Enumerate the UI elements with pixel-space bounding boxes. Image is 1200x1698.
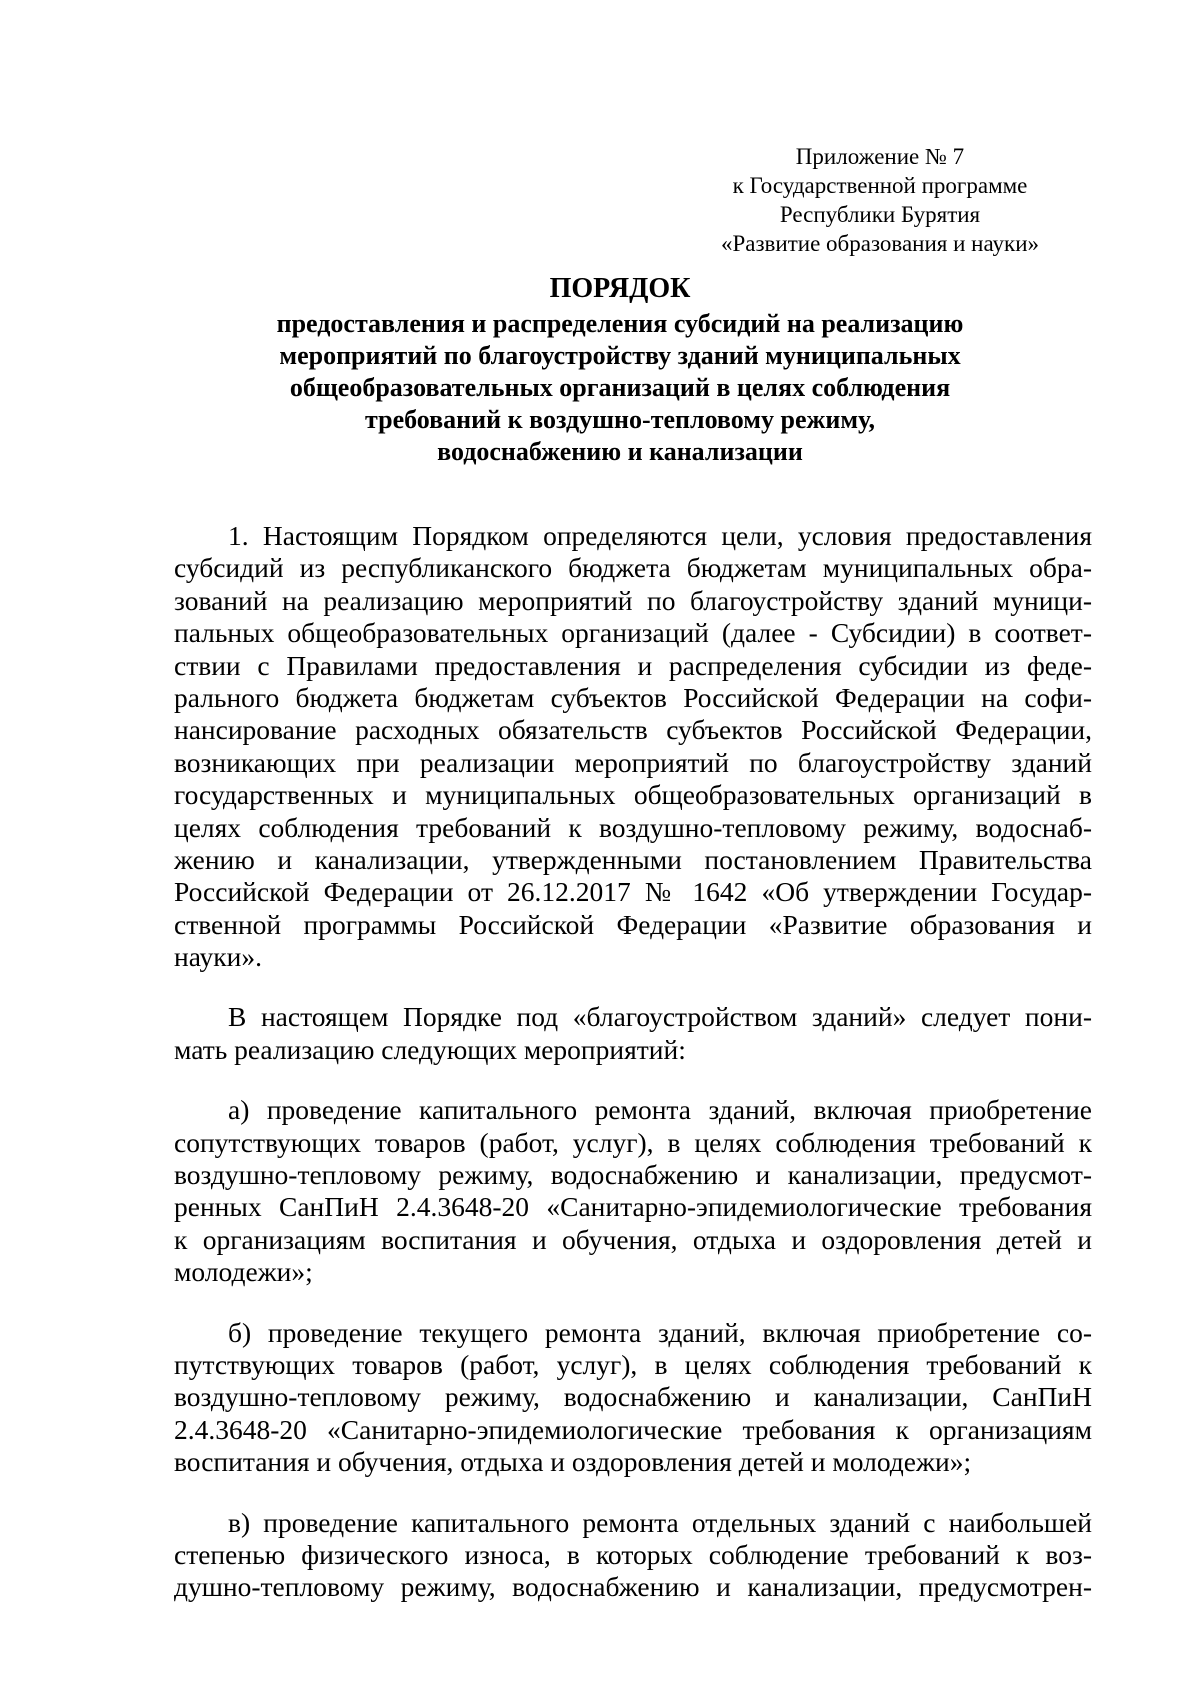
paragraph — [174, 1507, 1092, 1604]
paragraph-line: в) проведение капитального ремонта отдельных зданий с наибольшей — [228, 1506, 1092, 1538]
appendix-line: Приложение № 7 — [795, 144, 965, 169]
paragraph-line: 2.4.3648-20 «Санитарно-эпидемиологические требования к организациям — [174, 1413, 1092, 1445]
paragraph-line: к организациям воспитания и обучения, отдыха и оздоровления детей и — [174, 1223, 1092, 1255]
paragraph-line: Российской Федерации от 26.12.2017 № 1642 «Об утверждении Государ- — [174, 876, 1092, 908]
appendix-line: Республики Бурятия — [779, 202, 981, 227]
paragraph — [174, 1317, 1092, 1479]
paragraph-line: 1. Настоящим Порядком определяются цели, условия предоставления — [228, 520, 1092, 551]
document-body — [174, 520, 1092, 1632]
title-main: ПОРЯДОК — [549, 273, 691, 304]
paragraph-line: воздушно-тепловому режиму, водоснабжению и канализации, СанПиН — [174, 1381, 1092, 1413]
paragraph-line: мать реализацию следующих мероприятий: — [174, 1033, 686, 1065]
title-sub-line: требований к воздушно-тепловому режиму, — [365, 405, 875, 434]
title-subtitle — [170, 308, 1070, 468]
paragraph-line: а) проведение капитального ремонта зданий, включая приобретение — [228, 1094, 1092, 1126]
paragraph-line: В настоящем Порядке под «благоустройством зданий» следует пони- — [228, 1001, 1092, 1033]
paragraph-line: целях соблюдения требований к воздушно-тепловому режиму, водоснаб- — [174, 811, 1092, 843]
paragraph-line: субсидий из республиканского бюджета бюджетам муниципальных обра- — [174, 552, 1092, 584]
paragraph-line: душно-тепловому режиму, водоснабжению и канализации, предусмотрен- — [174, 1571, 1092, 1603]
title-sub-line: предоставления и распределения субсидий на реализацию — [276, 309, 964, 338]
paragraph-line: ственной программы Российской Федерации «Развитие образования и — [174, 908, 1092, 940]
paragraph — [174, 1094, 1092, 1288]
title-sub-line: водоснабжению и канализации — [437, 437, 803, 466]
paragraph — [174, 1001, 1092, 1066]
appendix-header — [660, 142, 1100, 258]
paragraph-line: ствии с Правилами предоставления и распределения субсидии из феде- — [174, 649, 1092, 681]
paragraph-line: жению и канализации, утвержденными постановлением Правительства — [174, 843, 1092, 875]
paragraph-line: зований на реализацию мероприятий по благоустройству зданий муници- — [174, 584, 1092, 616]
paragraph-line: нансирование расходных обязательств субъектов Российской Федерации, — [174, 714, 1092, 746]
paragraph-line: возникающих при реализации мероприятий по благоустройству зданий — [174, 746, 1092, 778]
paragraph-line: науки». — [174, 941, 262, 973]
paragraph-line: сопутствующих товаров (работ, услуг), в целях соблюдения требований к — [174, 1126, 1092, 1158]
title-sub-line: мероприятий по благоустройству зданий муниципальных — [279, 341, 961, 370]
title-sub-line: общеобразовательных организаций в целях соблюдения — [289, 373, 951, 402]
paragraph-line: ренных СанПиН 2.4.3648-20 «Санитарно-эпидемиологические требования — [174, 1191, 1092, 1223]
paragraph-line: пальных общеобразовательных организаций (далее - Субсидии) в соответ- — [174, 617, 1092, 649]
paragraph-line: степенью физического износа, в которых соблюдение требований к воз- — [174, 1538, 1092, 1570]
paragraph-line: воздушно-тепловому режиму, водоснабжению и канализации, предусмот- — [174, 1159, 1092, 1191]
paragraph-line: рального бюджета бюджетам субъектов Российской Федерации на софи- — [174, 681, 1092, 713]
paragraph-line: молодежи»; — [174, 1256, 313, 1288]
paragraph-line: б) проведение текущего ремонта зданий, включая приобретение со- — [228, 1316, 1092, 1348]
appendix-line: к Государственной программе — [732, 173, 1028, 198]
document-title — [170, 272, 1070, 468]
paragraph — [174, 520, 1092, 973]
paragraph-line: государственных и муниципальных общеобразовательных организаций в — [174, 779, 1092, 811]
paragraph-line: воспитания и обучения, отдыха и оздоровления детей и молодежи»; — [174, 1446, 972, 1478]
paragraph-line: путствующих товаров (работ, услуг), в целях соблюдения требований к — [174, 1348, 1092, 1380]
appendix-line: «Развитие образования и науки» — [720, 231, 1040, 256]
